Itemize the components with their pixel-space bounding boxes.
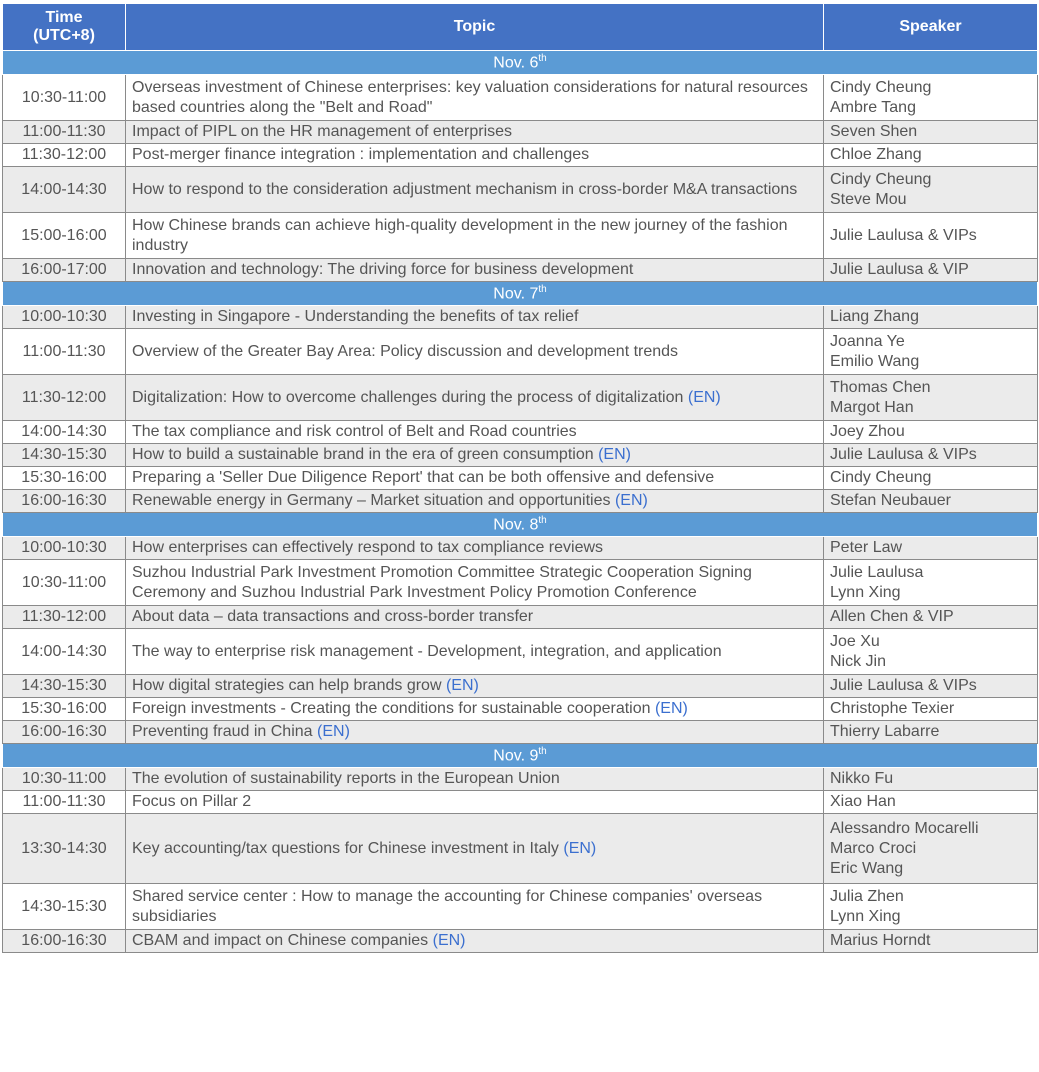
topic-cell: Key accounting/tax questions for Chinese investment in Italy (EN) xyxy=(126,814,824,884)
topic-cell: Investing in Singapore - Understanding the benefits of tax relief xyxy=(126,306,824,329)
time-cell: 11:30-12:00 xyxy=(3,375,126,421)
table-row xyxy=(3,537,1038,560)
table-row xyxy=(3,791,1038,814)
table-row xyxy=(3,721,1038,744)
speaker-cell: Joe Xu Nick Jin xyxy=(824,629,1038,675)
speaker-cell: Allen Chen & VIP xyxy=(824,606,1038,629)
day-label: Nov. 7th xyxy=(3,282,1038,306)
speaker-header: Speaker xyxy=(824,4,1038,51)
speaker-cell: Alessandro Mocarelli Marco Croci Eric Wang xyxy=(824,814,1038,884)
table-row xyxy=(3,930,1038,953)
time-cell: 16:00-16:30 xyxy=(3,490,126,513)
en-tag: (EN) xyxy=(687,388,721,406)
time-cell: 14:00-14:30 xyxy=(3,421,126,444)
time-cell: 14:30-15:30 xyxy=(3,675,126,698)
time-cell: 14:00-14:30 xyxy=(3,629,126,675)
speaker-cell: Liang Zhang xyxy=(824,306,1038,329)
topic-cell: Preventing fraud in China (EN) xyxy=(126,721,824,744)
speaker-cell: Julie Laulusa & VIPs xyxy=(824,213,1038,259)
table-row xyxy=(3,698,1038,721)
table-row xyxy=(3,490,1038,513)
agenda-table xyxy=(2,3,1038,953)
topic-cell: The tax compliance and risk control of Belt and Road countries xyxy=(126,421,824,444)
time-cell: 16:00-16:30 xyxy=(3,930,126,953)
time-cell: 16:00-17:00 xyxy=(3,259,126,282)
en-tag: (EN) xyxy=(445,677,479,694)
table-row xyxy=(3,144,1038,167)
time-cell: 10:00-10:30 xyxy=(3,537,126,560)
speaker-cell: Christophe Texier xyxy=(824,698,1038,721)
time-cell: 15:30-16:00 xyxy=(3,698,126,721)
en-tag: (EN) xyxy=(598,446,631,463)
time-cell: 10:30-11:00 xyxy=(3,768,126,791)
speaker-cell: Chloe Zhang xyxy=(824,144,1038,167)
topic-cell: How Chinese brands can achieve high-quality development in the new journey of the fashion industry xyxy=(126,213,824,259)
topic-cell: The evolution of sustainability reports in the European Union xyxy=(126,768,824,791)
table-row xyxy=(3,444,1038,467)
speaker-cell: Julie Laulusa & VIPs xyxy=(824,675,1038,698)
speaker-cell: Peter Law xyxy=(824,537,1038,560)
table-row xyxy=(3,467,1038,490)
day-label: Nov. 8th xyxy=(3,513,1038,537)
time-cell: 11:00-11:30 xyxy=(3,329,126,375)
time-cell: 14:30-15:30 xyxy=(3,884,126,930)
time-cell: 15:30-16:00 xyxy=(3,467,126,490)
speaker-cell: Nikko Fu xyxy=(824,768,1038,791)
time-cell: 11:00-11:30 xyxy=(3,791,126,814)
table-row xyxy=(3,375,1038,421)
time-cell: 11:30-12:00 xyxy=(3,144,126,167)
topic-cell: Overseas investment of Chinese enterprises: key valuation considerations for natural resources based countries along the "Belt and Road" xyxy=(126,75,824,121)
time-cell: 10:00-10:30 xyxy=(3,306,126,329)
table-row xyxy=(3,75,1038,121)
table-row xyxy=(3,329,1038,375)
speaker-cell: Julie Laulusa & VIPs xyxy=(824,444,1038,467)
time-cell: 14:00-14:30 xyxy=(3,167,126,213)
table-row xyxy=(3,421,1038,444)
topic-cell: Preparing a 'Seller Due Diligence Report' that can be both offensive and defensive xyxy=(126,467,824,490)
en-tag: (EN) xyxy=(317,723,350,740)
time-cell: 14:30-15:30 xyxy=(3,444,126,467)
speaker-cell: Julie Laulusa Lynn Xing xyxy=(824,560,1038,606)
table-row xyxy=(3,560,1038,606)
time-header: Time (UTC+8) xyxy=(3,4,126,51)
topic-cell: How enterprises can effectively respond to tax compliance reviews xyxy=(126,537,824,560)
en-tag: (EN) xyxy=(432,932,466,949)
topic-header: Topic xyxy=(126,4,824,51)
topic-cell: Innovation and technology: The driving force for business development xyxy=(126,259,824,282)
table-row xyxy=(3,675,1038,698)
table-row xyxy=(3,121,1038,144)
day-row xyxy=(3,51,1038,75)
speaker-cell: Thomas Chen Margot Han xyxy=(824,375,1038,421)
speaker-cell: Marius Horndt xyxy=(824,930,1038,953)
topic-cell: Shared service center : How to manage the accounting for Chinese companies' overseas subsidiaries xyxy=(126,884,824,930)
time-cell: 10:30-11:00 xyxy=(3,75,126,121)
topic-cell: About data – data transactions and cross-border transfer xyxy=(126,606,824,629)
time-cell: 10:30-11:00 xyxy=(3,560,126,606)
topic-cell: How to build a sustainable brand in the era of green consumption (EN) xyxy=(126,444,824,467)
table-row xyxy=(3,306,1038,329)
topic-cell: Digitalization: How to overcome challenges during the process of digitalization (EN) xyxy=(126,375,824,421)
day-row xyxy=(3,744,1038,768)
topic-cell: Focus on Pillar 2 xyxy=(126,791,824,814)
topic-cell: Impact of PIPL on the HR management of enterprises xyxy=(126,121,824,144)
speaker-cell: Joey Zhou xyxy=(824,421,1038,444)
table-row xyxy=(3,768,1038,791)
topic-cell: CBAM and impact on Chinese companies (EN) xyxy=(126,930,824,953)
table-row xyxy=(3,213,1038,259)
speaker-cell: Cindy Cheung Ambre Tang xyxy=(824,75,1038,121)
topic-cell: Renewable energy in Germany – Market situation and opportunities (EN) xyxy=(126,490,824,513)
day-row xyxy=(3,513,1038,537)
table-row xyxy=(3,814,1038,884)
speaker-cell: Thierry Labarre xyxy=(824,721,1038,744)
day-label: Nov. 6th xyxy=(3,51,1038,75)
speaker-cell: Joanna Ye Emilio Wang xyxy=(824,329,1038,375)
topic-cell: The way to enterprise risk management - Development, integration, and application xyxy=(126,629,824,675)
topic-cell: Overview of the Greater Bay Area: Policy discussion and development trends xyxy=(126,329,824,375)
speaker-cell: Julie Laulusa & VIP xyxy=(824,259,1038,282)
topic-cell: How digital strategies can help brands grow (EN) xyxy=(126,675,824,698)
topic-cell: Post-merger finance integration : implementation and challenges xyxy=(126,144,824,167)
time-cell: 13:30-14:30 xyxy=(3,814,126,884)
time-cell: 11:30-12:00 xyxy=(3,606,126,629)
topic-cell: How to respond to the consideration adjustment mechanism in cross-border M&A transactions xyxy=(126,167,824,213)
day-row xyxy=(3,282,1038,306)
speaker-cell: Stefan Neubauer xyxy=(824,490,1038,513)
time-cell: 11:00-11:30 xyxy=(3,121,126,144)
table-row xyxy=(3,259,1038,282)
speaker-cell: Cindy Cheung xyxy=(824,467,1038,490)
speaker-cell: Seven Shen xyxy=(824,121,1038,144)
day-label: Nov. 9th xyxy=(3,744,1038,768)
en-tag: (EN) xyxy=(563,839,597,857)
en-tag: (EN) xyxy=(614,492,648,509)
table-row xyxy=(3,606,1038,629)
topic-cell: Foreign investments - Creating the conditions for sustainable cooperation (EN) xyxy=(126,698,824,721)
speaker-cell: Cindy Cheung Steve Mou xyxy=(824,167,1038,213)
time-cell: 16:00-16:30 xyxy=(3,721,126,744)
header-row xyxy=(3,4,1038,51)
topic-cell: Suzhou Industrial Park Investment Promotion Committee Strategic Cooperation Signing Ceremony and Suzhou Industrial Park Investment Policy Promotion Conference xyxy=(126,560,824,606)
speaker-cell: Julia Zhen Lynn Xing xyxy=(824,884,1038,930)
en-tag: (EN) xyxy=(654,700,688,717)
speaker-cell: Xiao Han xyxy=(824,791,1038,814)
table-row xyxy=(3,629,1038,675)
time-cell: 15:00-16:00 xyxy=(3,213,126,259)
table-row xyxy=(3,167,1038,213)
table-row xyxy=(3,884,1038,930)
